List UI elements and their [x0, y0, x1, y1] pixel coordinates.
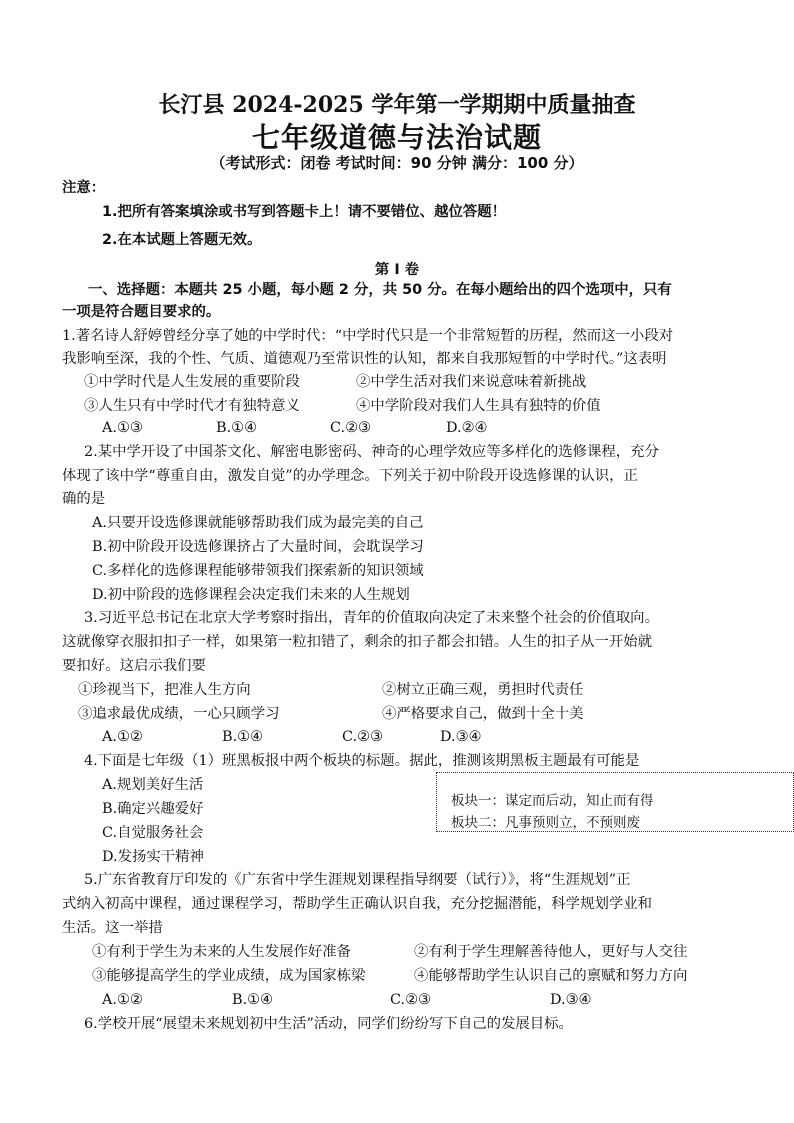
- question-stem-line: 4.下面是七年级（1）班黑板报中两个板块的标题。据此，推测该期黑板主题最有可能是: [84, 753, 640, 769]
- option-d: D.发扬实干精神: [102, 849, 204, 865]
- question-stem-line: 1.著名诗人舒婷曾经分享了她的中学时代：“中学时代只是一个非常短暂的历程，然而这一小段对: [62, 328, 674, 344]
- question-stem-line: 6.学校开展“展望未来规划初中生活”活动，同学们纷纷写下自己的发展目标。: [84, 1016, 573, 1032]
- option-c: C.②③: [342, 729, 383, 745]
- exam-title-line1: 长汀县 2024-2025 学年第一学期期中质量抽查: [158, 92, 636, 118]
- statement-2: ②中学生活对我们来说意味着新挑战: [356, 374, 587, 390]
- question-stem-line: 体现了该中学“尊重自由，激发自觉”的办学理念。下列关于初中阶段开设选修课的认识，正: [62, 468, 638, 484]
- section-instruction-line1: 一、选择题：本题共 25 小题，每小题 2 分，共 50 分。在每小题给出的四个选项中，只有: [88, 282, 672, 298]
- option-c: C.②③: [330, 420, 371, 436]
- option-d: D.初中阶段的选修课程会决定我们未来的人生规划: [92, 587, 410, 603]
- option-d: D.②④: [446, 420, 488, 436]
- option-b: B.初中阶段开设选修课挤占了大量时间，会耽误学习: [92, 539, 424, 555]
- statement-3: ③人生只有中学时代才有独特意义: [84, 398, 300, 414]
- option-c: C.多样化的选修课程能够带领我们探索新的知识领域: [92, 563, 424, 579]
- blackboard-box: [436, 772, 794, 832]
- option-b: B.①④: [232, 992, 273, 1008]
- statement-1: ①珍视当下，把准人生方向: [78, 682, 251, 698]
- question-stem-line: 3.习近平总书记在北京大学考察时指出，青年的价值取向决定了未来整个社会的价值取向。: [84, 610, 659, 626]
- question-stem-line: 生活。这一举措: [62, 920, 163, 936]
- question-stem-line: 5.广东省教育厅印发的《广东省中学生涯规划课程指导纲要（试行）》，将“生涯规划”正: [84, 872, 631, 888]
- section-label: 第 Ⅰ 卷: [374, 262, 420, 278]
- exam-info: （考试形式：闭卷 考试时间：90 分钟 满分：100 分）: [210, 154, 584, 172]
- option-d: D.③④: [550, 992, 592, 1008]
- statement-4: ④能够帮助学生认识自己的禀赋和努力方向: [414, 968, 688, 984]
- statement-1: ①有利于学生为未来的人生发展作好准备: [92, 944, 352, 960]
- option-b: B.确定兴趣爱好: [102, 801, 204, 817]
- question-stem-line: 确的是: [62, 491, 106, 507]
- option-a: A.只要开设选修课就能够帮助我们成为最完美的自己: [92, 515, 424, 531]
- section-instruction-line2: 一项是符合题目要求的。: [62, 304, 221, 320]
- question-stem-line: 2.某中学开设了中国茶文化、解密电影密码、神奇的心理学效应等多样化的选修课程，充分: [84, 444, 659, 460]
- option-c: C.②③: [390, 992, 431, 1008]
- option-d: D.③④: [440, 729, 482, 745]
- question-stem-line: 要扣好。这启示我们要: [62, 658, 206, 674]
- notice-item-1: 1.把所有答案填涂或书写到答题卡上！请不要错位、越位答题！: [102, 204, 507, 220]
- question-stem-line: 我影响至深，我的个性、气质、道德观乃至常识性的认知，都来自我那短暂的中学时代。”这表明: [62, 351, 667, 367]
- statement-3: ③能够提高学生的学业成绩，成为国家栋梁: [92, 968, 366, 984]
- option-a: A.①③: [102, 420, 143, 436]
- option-a: A.规划美好生活: [102, 777, 204, 793]
- option-b: B.①④: [222, 729, 263, 745]
- board-section-2: 板块二：凡事预则立，不预则废: [451, 815, 640, 831]
- statement-1: ①中学时代是人生发展的重要阶段: [84, 374, 300, 390]
- option-a: A.①②: [102, 729, 143, 745]
- notice-label: 注意：: [62, 180, 106, 196]
- question-stem-line: 式纳入初高中课程，通过课程学习，帮助学生正确认识自我，充分挖掘潜能，科学规划学业和: [62, 896, 653, 912]
- statement-4: ④中学阶段对我们人生具有独特的价值: [356, 398, 601, 414]
- option-a: A.①②: [102, 992, 143, 1008]
- notice-item-2: 2.在本试题上答题无效。: [102, 232, 262, 248]
- question-stem-line: 这就像穿衣服扣扣子一样，如果第一粒扣错了，剩余的扣子都会扣错。人生的扣子从一开始就: [62, 634, 653, 650]
- statement-2: ②树立正确三观，勇担时代责任: [382, 682, 584, 698]
- option-c: C.自觉服务社会: [102, 825, 204, 841]
- statement-2: ②有利于学生理解善待他人，更好与人交往: [414, 944, 688, 960]
- exam-title-line2: 七年级道德与法治试题: [251, 121, 542, 154]
- statement-3: ③追求最优成绩，一心只顾学习: [78, 706, 280, 722]
- board-section-1: 板块一：谋定而后动，知止而有得: [451, 793, 654, 809]
- option-b: B.①④: [216, 420, 257, 436]
- statement-4: ④严格要求自己，做到十全十美: [382, 706, 584, 722]
